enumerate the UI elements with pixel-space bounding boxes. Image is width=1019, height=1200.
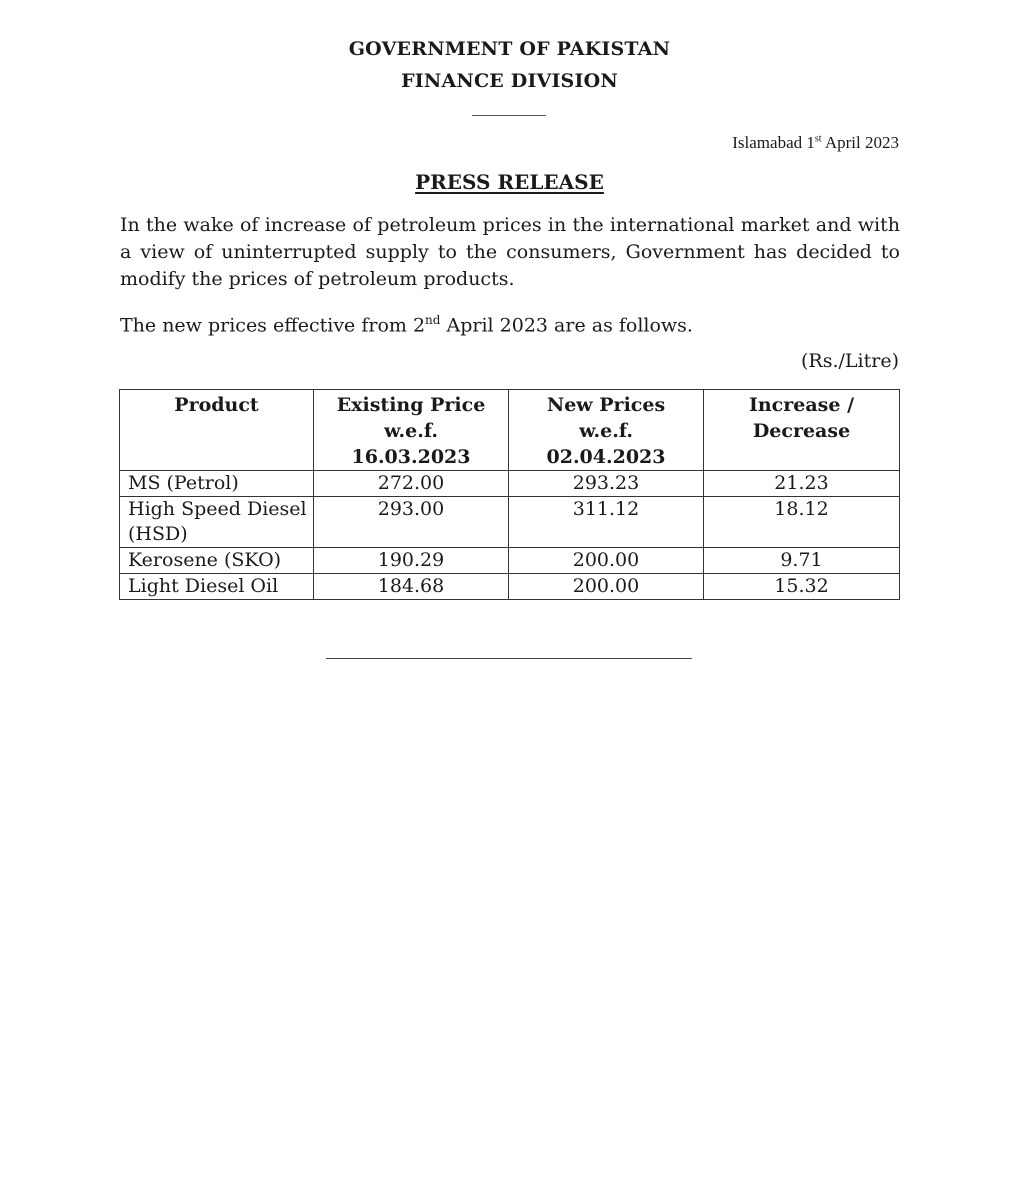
header-existing-price [314, 390, 509, 471]
cell-product: High Speed Diesel (HSD) [120, 497, 314, 548]
cell-product: Light Diesel Oil [120, 574, 314, 600]
cell-existing-price: 184.68 [314, 574, 509, 600]
header-new-line: New Prices [546, 394, 666, 416]
cell-new-price: 200.00 [509, 548, 704, 574]
price-table [119, 389, 900, 600]
cell-change: 15.32 [704, 574, 900, 600]
header-line-division: FINANCE DIVISION [401, 70, 618, 92]
cell-product: MS (Petrol) [120, 471, 314, 497]
header-new-line: w.e.f. [579, 420, 633, 442]
header-existing-line: 16.03.2023 [351, 446, 471, 468]
header-change [704, 390, 900, 471]
header-existing-line: Existing Price [336, 394, 486, 416]
effective-prefix: The new prices effective from 2 [120, 314, 426, 337]
cell-existing-price: 190.29 [314, 548, 509, 574]
cell-change: 21.23 [704, 471, 900, 497]
cell-product: Kerosene (SKO) [120, 548, 314, 574]
header-new-line: 02.04.2023 [546, 446, 666, 468]
closing-divider [326, 658, 692, 659]
place-date-ordinal: st [814, 133, 822, 145]
table-header-row [120, 390, 900, 471]
place-date-prefix: Islamabad 1 [732, 133, 815, 152]
unit-label: (Rs./Litre) [801, 350, 899, 372]
effective-paragraph [120, 307, 900, 339]
effective-suffix: April 2023 are as follows. [440, 314, 693, 337]
header-product [120, 390, 314, 471]
effective-ordinal: nd [425, 313, 441, 327]
cell-change: 9.71 [704, 548, 900, 574]
place-date [732, 133, 899, 153]
place-date-suffix: April 2023 [821, 133, 899, 152]
cell-existing-price: 293.00 [314, 497, 509, 548]
intro-paragraph: In the wake of increase of petroleum prices in the international market and with a view of uninterrupted supply to the consumers, Government has decided to modify the prices of petroleum products. [120, 214, 900, 290]
header-divider [472, 115, 546, 116]
header-product-line: Product [174, 394, 259, 416]
cell-existing-price: 272.00 [314, 471, 509, 497]
header-line-government: GOVERNMENT OF PAKISTAN [348, 38, 671, 60]
cell-new-price: 200.00 [509, 574, 704, 600]
table-row [120, 497, 900, 548]
header-change-line: Increase / [748, 394, 855, 416]
cell-new-price: 311.12 [509, 497, 704, 548]
table-row [120, 574, 900, 600]
header-new-prices [509, 390, 704, 471]
table-row [120, 471, 900, 497]
table-row [120, 548, 900, 574]
header-change-line: Decrease [752, 420, 851, 442]
release-title: PRESS RELEASE [415, 170, 604, 194]
cell-new-price: 293.23 [509, 471, 704, 497]
header-existing-line: w.e.f. [384, 420, 438, 442]
cell-change: 18.12 [704, 497, 900, 548]
